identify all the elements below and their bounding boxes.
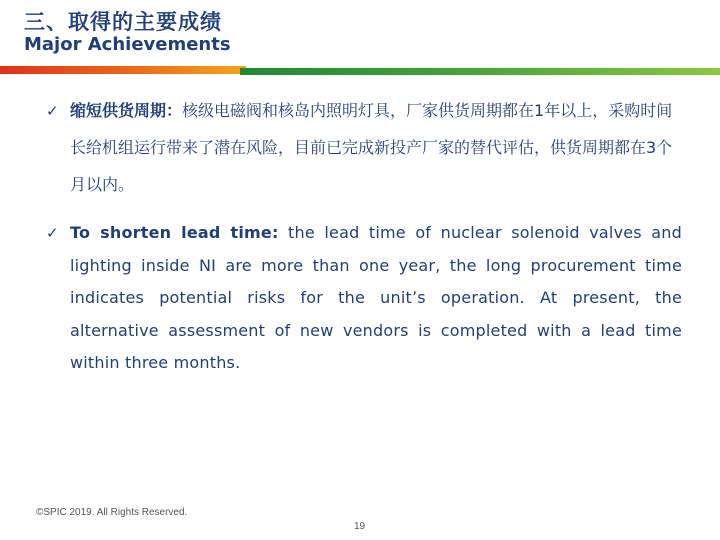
bullet-body: the lead time of nuclear solenoid valves and lighting inside NI are more than one year, the long procurement time indicates potential risks for the unit’s operation. At present, the alternative assessment of new vendors is completed with a lead time within three months. [70, 223, 682, 372]
bullet-heading: 缩短供货周期： [70, 101, 183, 120]
header-divider-red [0, 66, 246, 74]
bullet-heading: To shorten lead time: [70, 223, 279, 242]
header-divider-green [240, 68, 720, 75]
copyright-notice: ©SPIC 2019. All Rights Reserved. [36, 507, 188, 518]
checkmark-icon: ✓ [46, 102, 59, 120]
list-item-english [46, 217, 682, 380]
bullet-body: 核级电磁阀和核岛内照明灯具，厂家供货周期都在1年以上，采购时间长给机组运行带来了潜在风险，目前已完成新投产厂家的替代评估，供货周期都在3个月以内。 [70, 101, 673, 194]
checkmark-icon: ✓ [46, 224, 59, 242]
page-title-english: Major Achievements [24, 34, 231, 55]
page-title-chinese: 三、取得的主要成绩 [24, 10, 222, 34]
achievement-list [46, 92, 682, 380]
page-number: 19 [354, 521, 366, 532]
list-item-chinese [46, 92, 682, 203]
